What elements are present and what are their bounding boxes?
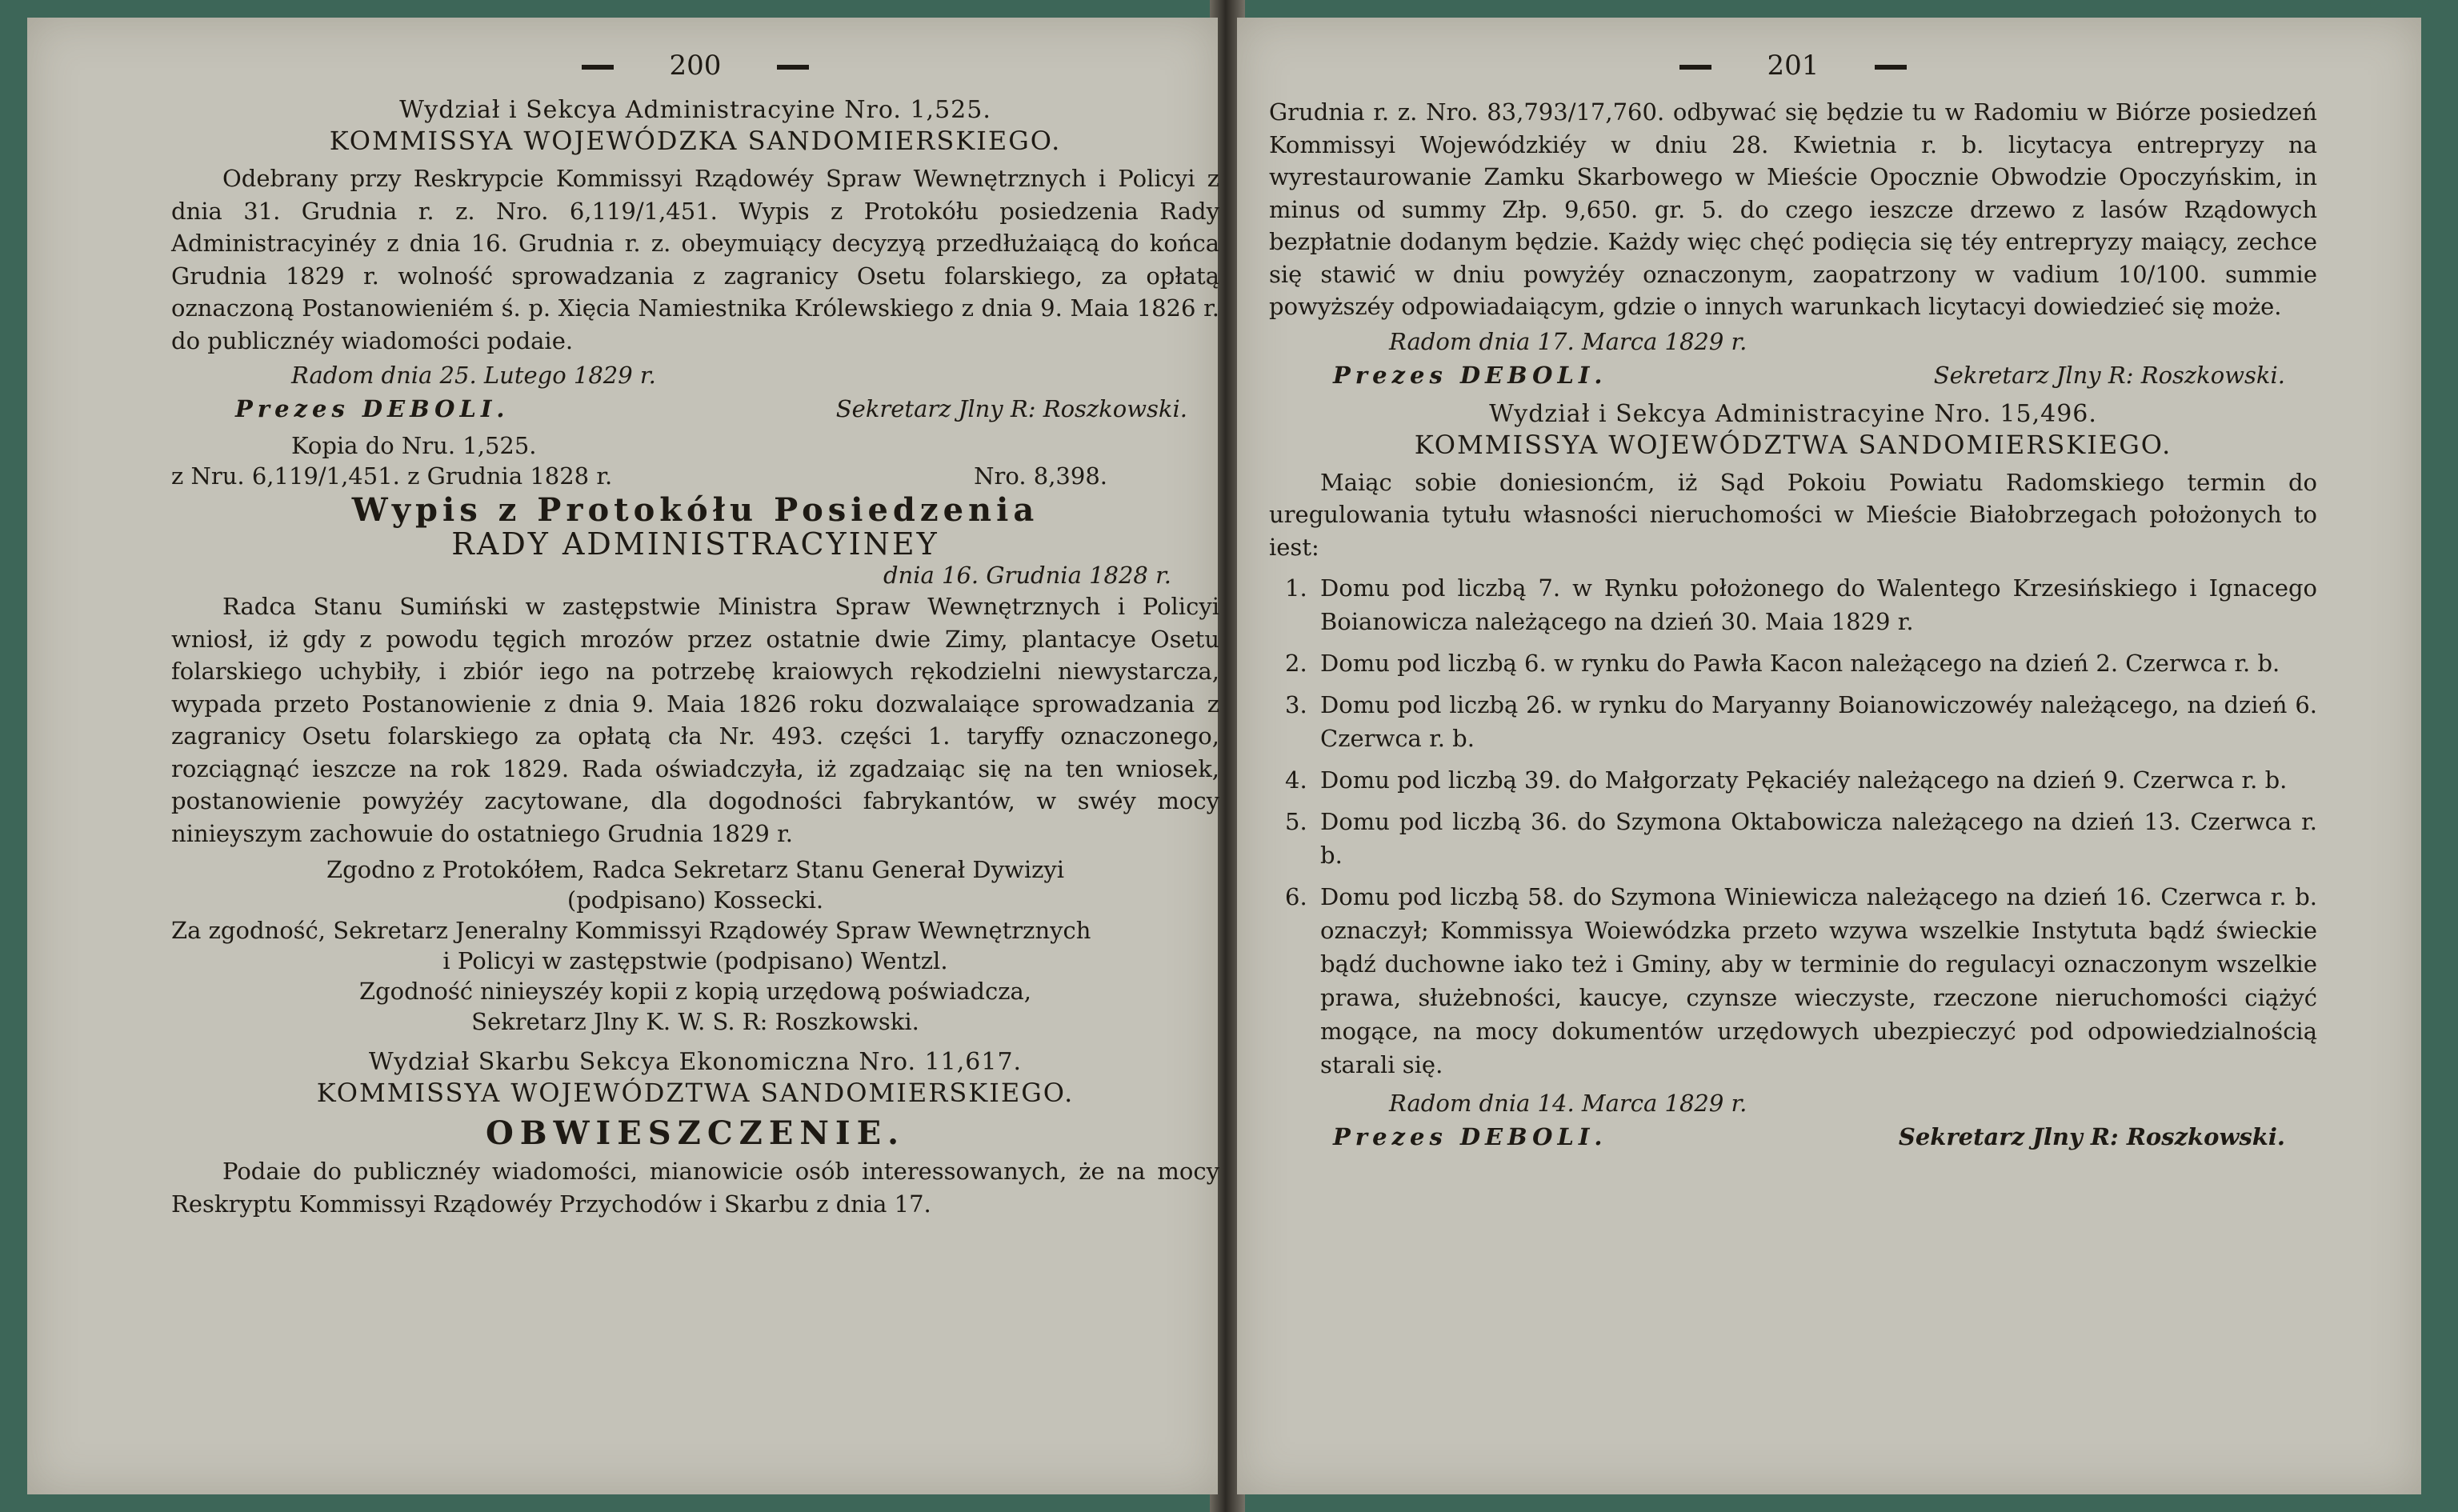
notice2-commission: KOMMISSYA WOJEWÓDZTWA SANDOMIERSKIEGO. [316, 1078, 1075, 1108]
notice1-signatures [171, 395, 1219, 422]
notice1-text: Odebrany przy Reskrypcie Kommissyi Rządowéy Spraw Wewnętrznych i Policyi z dnia 31. Grudnia r. z. Nro. 6,119/1,451. Wypis z Protokółu posiedzenia Rady Administracyinéy z dnia 16. Grudnia r. z. obeymuiący decyzyą przedłużaiącą do końca Grudnia 1829 r. wolność sprowadzania z zagranicy Osetu folarskiego, za opłatą oznaczoną Postanowieniém ś. p. Xięcia Namiestnika Królewskiego z dnia 9. Maia 1826 r. do publicznéy wiadomości podaie. [171, 165, 1219, 354]
notice3-signatures [1269, 1123, 2317, 1150]
notice2-heading: OBWIESZCZENIE. [485, 1114, 906, 1152]
notice1-president: Prezes DEBOLI. [235, 395, 510, 422]
property-list [1269, 571, 2317, 1082]
copy-ref-line1: Kopia do Nru. 1,525. [291, 432, 537, 459]
continuation-text: Grudnia r. z. Nro. 83,793/17,760. odbywać się będzie tu w Radomiu w Biórze posiedzeń Kommissyi Wojewódzkiéy w dniu 28. Kwietnia r. b. licytacya entrepryzy na wyrestaurowanie Zamku Skarbowego w Mieście Opocznie Obwodzie Opoczyńskim, in minus od summy Złp. 9,650. gr. 5. do czego ieszcze drzewo z lasów Rządowych bezpłatnie dodanym będzie. Każdy więc chęć podięcia się téy entrepryzy maiący, zechce się stawić w dniu powyżéy oznaczonym, zaopatrzony w vadium 10/100. summie powyższéy odpowiadaiącym, gdzie o innych warunkach licytacyi dowiedzieć się może. [1269, 98, 2317, 320]
notice3-president: Prezes DEBOLI. [1333, 1123, 1607, 1150]
notice1-secretary: Sekretarz Jlny R: Roszkowski. [835, 395, 1187, 422]
notice2-section: Wydział Skarbu Sekcya Ekonomiczna Nro. 11,617. [368, 1048, 1023, 1076]
list-item: 2. Domu pod liczbą 6. w rynku do Pawła Kacon należącego na dzień 2. Czerwca r. b. [1285, 650, 2280, 677]
list-item: 3. Domu pod liczbą 26. w rynku do Maryanny Boianowiczowéy należącego, na dzień 6. Czerwca r. b. [1285, 691, 2317, 752]
notice1-place-date: Radom dnia 25. Lutego 1829 r. [291, 362, 656, 389]
notice3-intro: Maiąc sobie doniesionćm, iż Sąd Pokoiu Powiatu Radomskiego termin do uregulowania tytułu własności nieruchomości w Mieście Białobrzegach położonych to iest: [1269, 468, 2317, 561]
extract-text: Radca Stanu Sumiński w zastępstwie Ministra Spraw Wewnętrznych i Policyi wniosł, iż gdy z powodu tęgich mrozów przez ostatnie dwie Zimy, plantacye Osetu folarskiego uchybiły, i zbiór iego na potrzebę kraiowych rękodzielni niewystarcza, wypada przeto Postanowienie z dnia 9. Maia 1826 roku dozwalaiące sprowadzania z zagranicy Osetu folarskiego za opłatą cła Nr. 493. części 1. taryffy oznaczonego, rozciągnąć ieszcze na rok 1829. Rada oświadczyła, iż zgadzaiąc się na ten wniosek, postanowienie powyżéy zacytowane, dla dogodności fabrykantów, w swéy mocy ninieyszym zachowuie do ostatniego Grudnia 1829 r. [171, 593, 1219, 847]
cert1-a: Zgodno z Protokółem, Radca Sekretarz Stanu Generał Dywizyi [326, 856, 1065, 883]
right-place-date1: Radom dnia 17. Marca 1829 r. [1389, 327, 1747, 355]
notice1-section: Wydział i Sekcya Administracyine Nro. 1,525. [399, 96, 991, 124]
list-item: 6. Domu pod liczbą 58. do Szymona Winiewicza należącego na dzień 16. Czerwca r. b. oznaczył; Kommissya Woiewódzka przeto wzywa wszelkie Instytuta bądź świeckie bądź duchowne iako też i Gminy, aby w terminie do regulacyi oznaczonym wszelkie prawa, służebności, kaucye, czynsze wieczyste, rzeczone nieruchomości ciążyć mogące, na mocy dokumentów urzędowych ubezpieczyć pod odpowiedzialnością starali się. [1285, 883, 2317, 1078]
page-number-left: 200 [171, 50, 1219, 86]
notice3-secretary: Sekretarz Jlny R: Roszkowski. [1898, 1123, 2285, 1150]
copy-ref-number: z Nru. 6,119/1,451. z Grudnia 1828 r. [171, 462, 613, 490]
copy-ref-line2 [171, 461, 1219, 491]
cert1-b: (podpisano) Kossecki. [566, 886, 824, 914]
extract-date: dnia 16. Grudnia 1828 r. [883, 562, 1171, 589]
notice2-text: Podaie do publicznéy wiadomości, mianowicie osób interessowanych, że na mocy Reskryptu Kommissyi Rządowéy Przychodów i Skarbu z dnia 17. [171, 1158, 1219, 1218]
notice1-commission: KOMMISSYA WOJEWÓDZKA SANDOMIERSKIEGO. [329, 126, 1062, 156]
right-signatures1 [1269, 362, 2317, 389]
notice3-section: Wydział i Sekcya Administracyine Nro. 15,496. [1489, 399, 2097, 428]
right-column [1269, 50, 2317, 1158]
right-page [1237, 18, 2421, 1494]
right-president1: Prezes DEBOLI. [1333, 361, 1607, 389]
list-item: 1. Domu pod liczbą 7. w Rynku położonego do Walentego Krzesińskiego i Ignacego Boianowicza należącego na dzień 30. Maia 1829 r. [1285, 574, 2317, 635]
left-page [27, 18, 1218, 1494]
list-item: 5. Domu pod liczbą 36. do Szymona Oktabowicza należącego na dzień 13. Czerwca r. b. [1285, 808, 2317, 869]
cert3-b: Sekretarz Jlny K. W. S. R: Roszkowski. [471, 1008, 919, 1035]
copy-ref-nro: Nro. 8,398. [974, 462, 1107, 490]
extract-title: Wypis z Protokółu Posiedzenia [351, 491, 1039, 529]
cert2-a: Za zgodność, Sekretarz Jeneralny Kommissyi Rządowéy Spraw Wewnętrznych [171, 917, 1091, 944]
left-column [171, 50, 1219, 1220]
notice3-commission: KOMMISSYA WOJEWÓDZTWA SANDOMIERSKIEGO. [1414, 429, 2172, 460]
right-secretary1: Sekretarz Jlny R: Roszkowski. [1933, 361, 2285, 389]
cert2-b: i Policyi w zastępstwie (podpisano) Wentzl. [442, 947, 948, 974]
page-number-right: 201 [1269, 50, 2317, 86]
extract-subtitle: RADY ADMINISTRACYINEY [451, 526, 939, 562]
list-item: 4. Domu pod liczbą 39. do Małgorzaty Pękaciéy należącego na dzień 9. Czerwca r. b. [1285, 766, 2288, 794]
notice3-place-date: Radom dnia 14. Marca 1829 r. [1389, 1090, 1747, 1117]
cert3-a: Zgodność ninieyszéy kopii z kopią urzędową poświadcza, [358, 978, 1032, 1005]
